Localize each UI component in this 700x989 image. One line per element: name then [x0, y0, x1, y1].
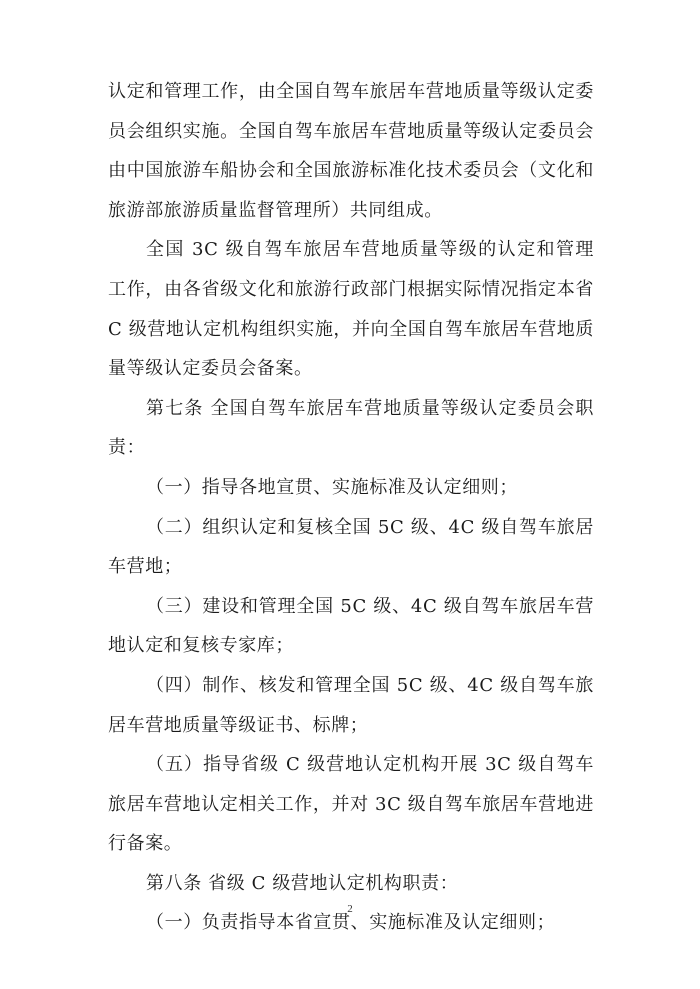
page-number: 2 [347, 903, 353, 915]
paragraph-committee-implementation: 认定和管理工作，由全国自驾车旅居车营地质量等级认定委员会组织实施。全国自驾车旅居车营地质量等级认定委员会由中国旅游车船协会和全国旅游标准化技术委员会（文化和旅游部旅游质量监督管理所）共同组成。 [108, 81, 594, 221]
article-7-item-1: （一）指导各地宣贯、实施标准及认定细则； [146, 476, 518, 498]
article-7-item-3: （三）建设和管理全国 5C 级、4C 级自驾车旅居车营地认定和复核专家库； [108, 595, 594, 657]
article-7-item-2: （二）组织认定和复核全国 5C 级、4C 级自驾车旅居车营地； [108, 516, 594, 578]
article-7-heading: 第七条 全国自驾车旅居车营地质量等级认定委员会职责： [108, 397, 594, 459]
article-7-item-5: （五）指导省级 C 级营地认定机构开展 3C 级自驾车旅居车营地认定相关工作，并对 3C 级自驾车旅居车营地进行备案。 [108, 754, 594, 855]
article-7-item-4: （四）制作、核发和管理全国 5C 级、4C 级自驾车旅居车营地质量等级证书、标牌； [108, 674, 594, 736]
paragraph-3c-management: 全国 3C 级自驾车旅居车营地质量等级的认定和管理工作，由各省级文化和旅游行政部门根据实际情况指定本省 C 级营地认定机构组织实施，并向全国自驾车旅居车营地质量等级认定委员会备案。 [108, 239, 594, 380]
document-body [108, 72, 594, 943]
article-8-item-1: （一）负责指导本省宣贯、实施标准及认定细则； [146, 912, 556, 934]
article-8-heading: 第八条 省级 C 级营地认定机构职责： [146, 872, 459, 894]
